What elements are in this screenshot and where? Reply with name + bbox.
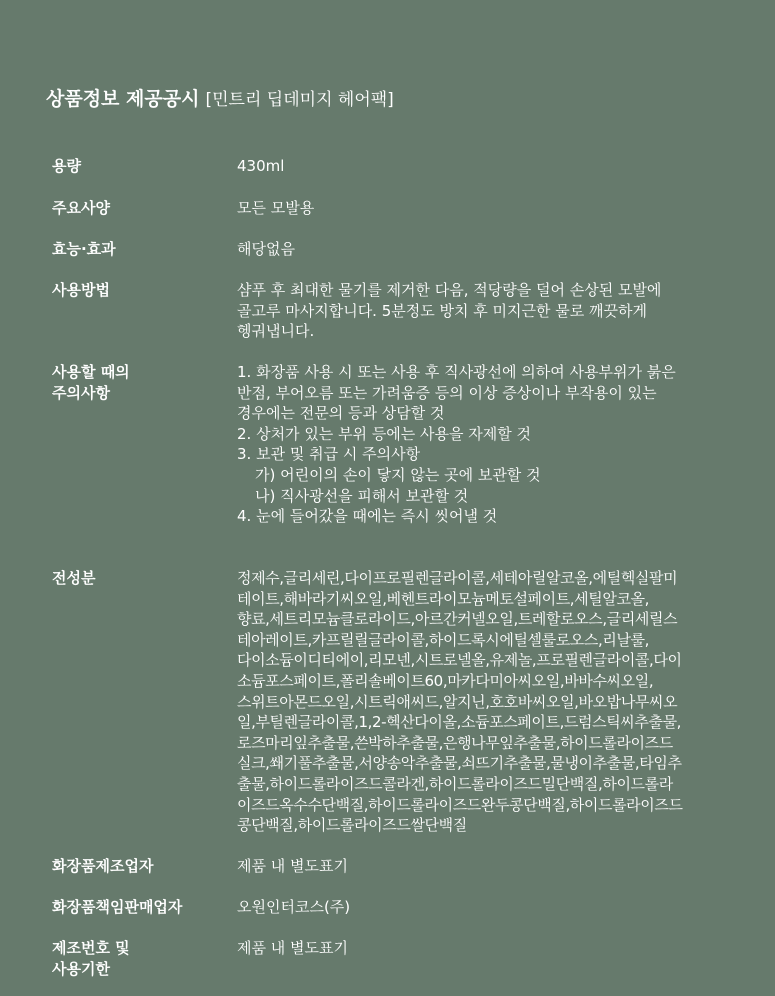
title-product-name: [민트리 딥데미지 헤어팩]: [205, 90, 394, 110]
text-line: 가) 어린이의 손이 닿지 않는 곳에 보관할 것: [255, 465, 541, 484]
text-line: 출물,하이드롤라이즈드콜라겐,하이드롤라이즈드밀단백질,하이드롤라: [237, 774, 673, 793]
text-line: 골고루 마사지합니다. 5분정도 방치 후 미지근한 물로 깨끗하게: [237, 301, 647, 320]
text-line: 화장품책임판매업자: [52, 898, 183, 916]
row-label-lot-expiry: [52, 938, 222, 979]
text-line: 다이소듐이디티에이,리모넨,시트로넬올,유제놀,프로필렌글라이콜,다이: [237, 651, 682, 670]
text-line: 테아레이트,카프릴릴글라이콜,하이드록시에틸셀룰로오스,리날룰,: [237, 630, 649, 649]
page-title: [46, 86, 394, 113]
text-line: 헹궈냅니다.: [237, 322, 315, 341]
row-label-main-spec: [52, 198, 222, 219]
text-line: 1. 화장품 사용 시 또는 사용 후 직사광선에 의하여 사용부위가 붉은: [237, 363, 676, 381]
row-value-efficacy: [237, 239, 737, 260]
text-line: 실크,쐐기풀추출물,서양송악추출물,쇠뜨기추출물,물냉이추출물,타임추: [237, 754, 682, 773]
text-line: 4. 눈에 들어갔을 때에는 즉시 씻어낼 것: [237, 507, 498, 526]
text-line: 제품 내 별도표기: [237, 939, 348, 957]
row-value-ingredients: [237, 568, 737, 836]
text-line: 2. 상처가 있는 부위 등에는 사용을 자제할 것: [237, 424, 532, 443]
text-line: 로즈마리잎추출물,쓴박하추출물,은행나무잎추출물,하이드롤라이즈드: [237, 733, 673, 752]
row-value-usage: [237, 280, 737, 342]
row-value-capacity: [237, 156, 737, 177]
row-label-precautions: [52, 362, 222, 403]
text-line: 콩단백질,하이드롤라이즈드쌀단백질: [237, 816, 467, 835]
text-line: 모든 모발용: [237, 199, 315, 217]
text-line: 용량: [52, 157, 81, 175]
text-line: 오원인터코스(주): [237, 898, 351, 916]
text-line: 해당없음: [237, 240, 295, 258]
text-line: 반점, 부어오름 또는 가려움증 등의 이상 증상이나 부작용이 있는: [237, 383, 657, 402]
text-line: 스위트아몬드오일,시트릭애씨드,알지닌,호호바씨오일,바오밥나무씨오: [237, 692, 678, 711]
text-line: 나) 직사광선을 피해서 보관할 것: [255, 486, 469, 505]
text-line: 430ml: [237, 157, 285, 175]
text-line: 이즈드옥수수단백질,하이드롤라이즈드완두콩단백질,하이드롤라이즈드: [237, 795, 683, 814]
row-label-usage: [52, 280, 222, 301]
row-label-distributor: [52, 897, 222, 918]
text-line: 사용기한: [52, 959, 110, 978]
row-value-precautions: [237, 362, 737, 527]
text-line: 제조번호 및: [52, 939, 130, 957]
text-line: 효능·효과: [52, 240, 116, 258]
text-line: 소듐포스페이트,폴리솔베이트60,마카다미아씨오일,바바수씨오일,: [237, 671, 654, 690]
row-label-efficacy: [52, 239, 222, 260]
text-line: 전성분: [52, 569, 96, 587]
text-line: 일,부틸렌글라이콜,1,2-헥산다이올,소듐포스페이트,드럼스틱씨추출물,: [237, 713, 682, 732]
row-value-lot-expiry: [237, 938, 737, 959]
row-value-manufacturer: [237, 856, 737, 877]
title-main: 상품정보 제공공시: [46, 88, 200, 110]
text-line: 샴푸 후 최대한 물기를 제거한 다음, 적당량을 덜어 손상된 모발에: [237, 281, 662, 299]
text-line: 향료,세트리모늄클로라이드,아르간커넬오일,트레할로오스,글리세릴스: [237, 610, 678, 629]
text-line: 경우에는 전문의 등과 상담할 것: [237, 404, 445, 423]
row-value-main-spec: [237, 198, 737, 219]
row-label-capacity: [52, 156, 222, 177]
row-label-ingredients: [52, 568, 222, 589]
row-value-distributor: [237, 897, 737, 918]
text-line: 사용할 때의: [52, 363, 130, 381]
text-line: 화장품제조업자: [52, 857, 154, 875]
text-line: 3. 보관 및 취급 시 주의사항: [237, 445, 421, 464]
text-line: 테이트,해바라기씨오일,베헨트라이모늄메토설페이트,세틸알코올,: [237, 589, 649, 608]
text-line: 정제수,글리세린,다이프로필렌글라이콜,세테아릴알코올,에틸헥실팔미: [237, 569, 678, 587]
text-line: 주의사항: [52, 383, 110, 402]
text-line: 제품 내 별도표기: [237, 857, 348, 875]
text-line: 사용방법: [52, 281, 110, 299]
text-line: 주요사양: [52, 199, 110, 217]
row-label-manufacturer: [52, 856, 222, 877]
